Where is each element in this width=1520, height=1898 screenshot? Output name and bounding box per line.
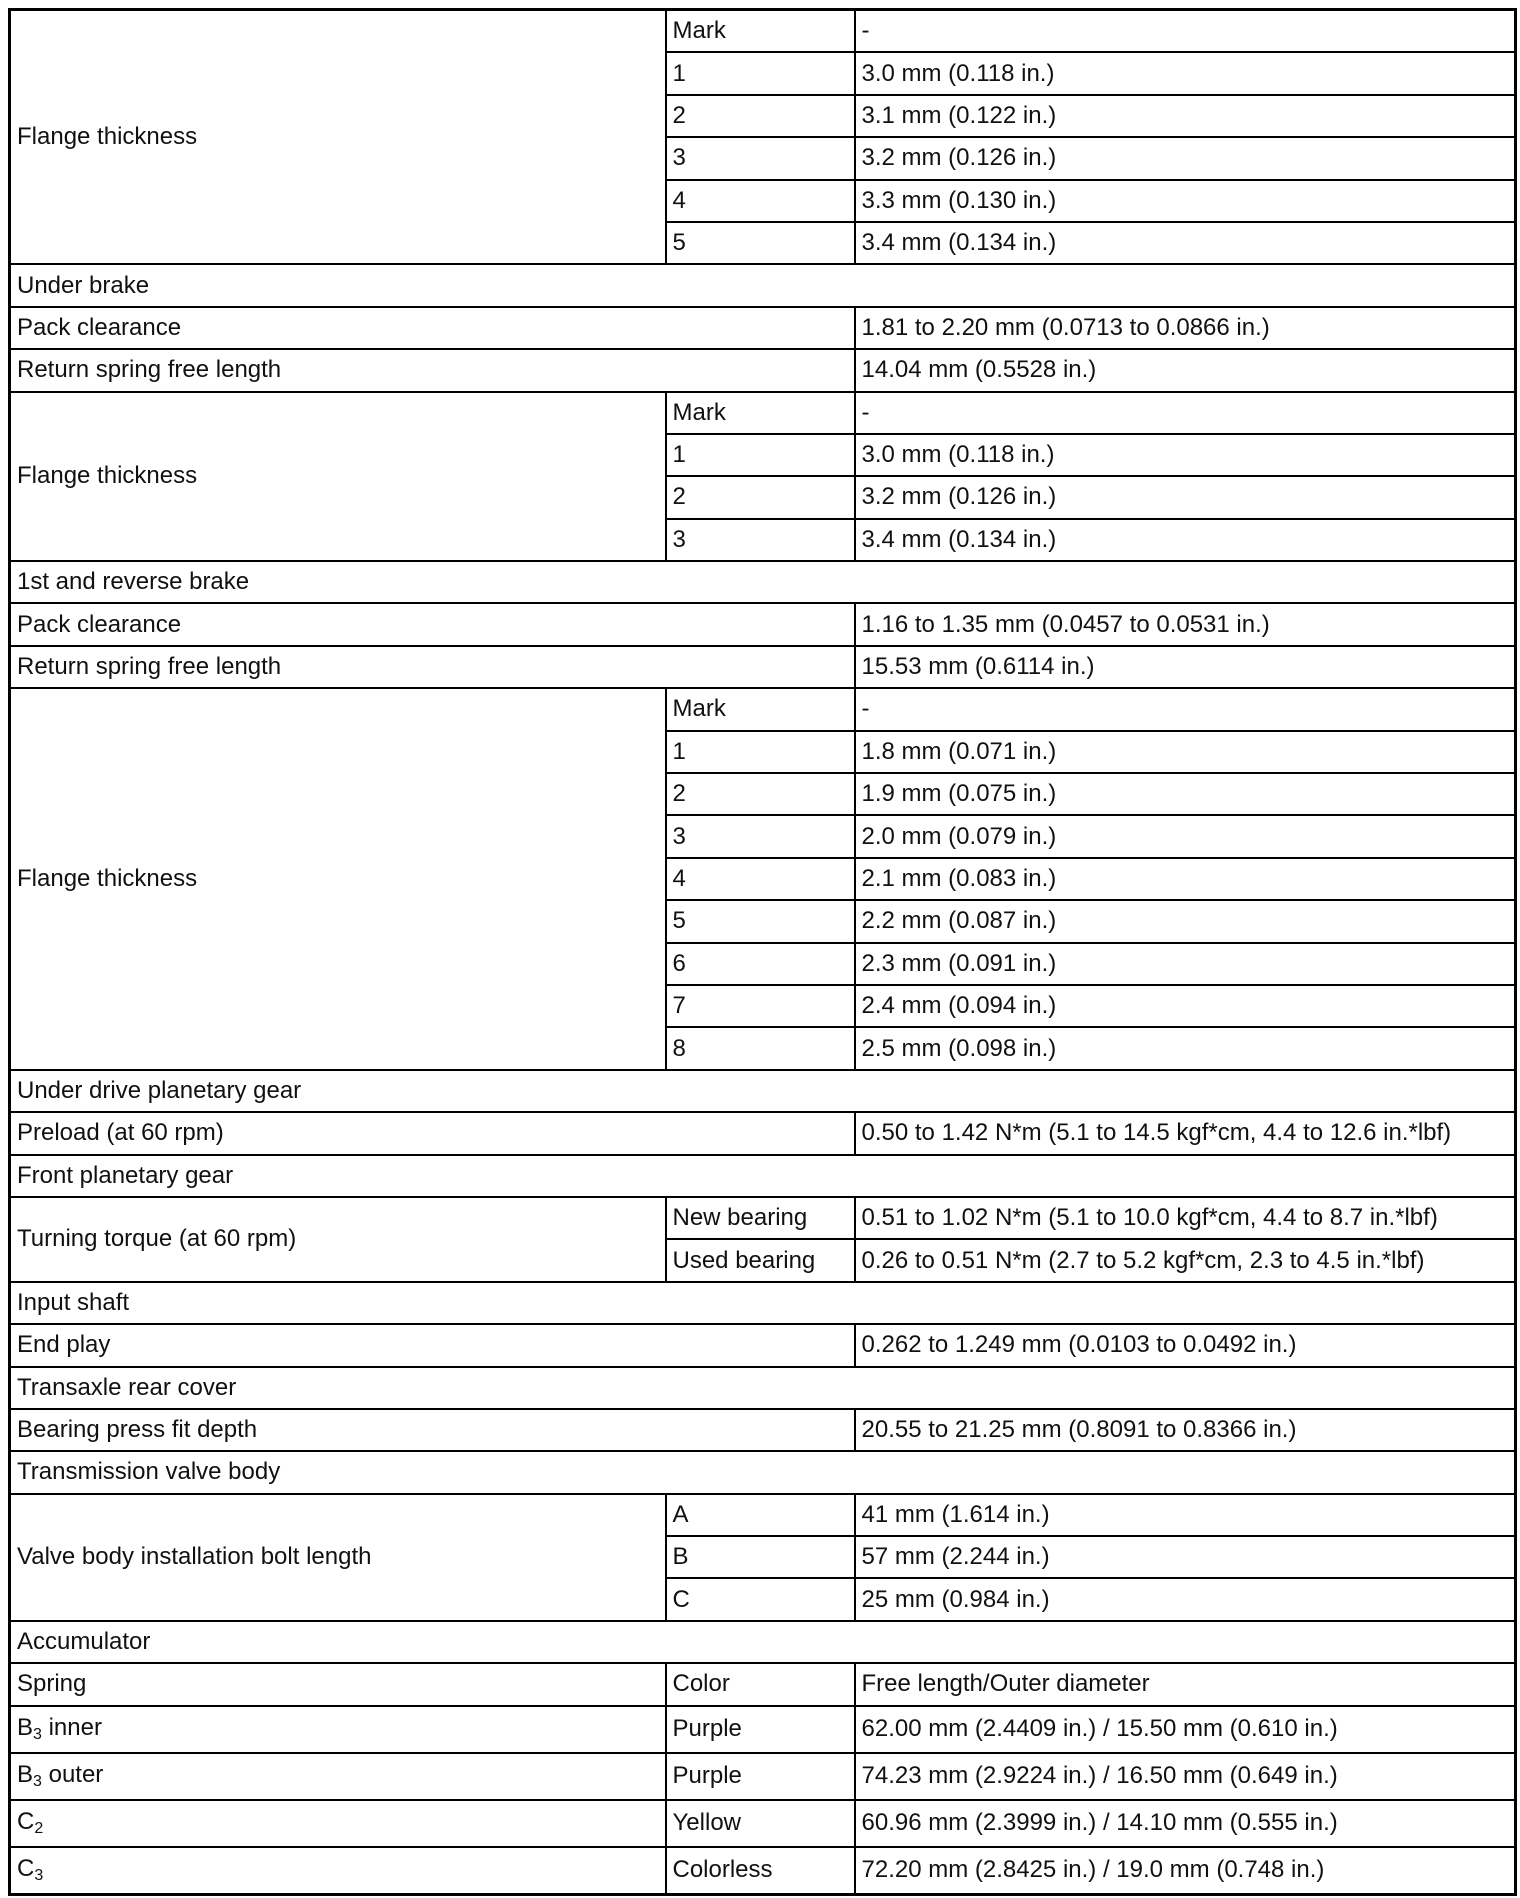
color-cell: Colorless [666, 1847, 855, 1895]
table-row [10, 10, 1516, 53]
value-cell: 3.0 mm (0.118 in.) [855, 52, 1516, 94]
value-cell: 3.3 mm (0.130 in.) [855, 180, 1516, 222]
flange-thickness-label: Flange thickness [10, 688, 666, 1070]
value-cell: 60.96 mm (2.3999 in.) / 14.10 mm (0.555 in.) [855, 1800, 1516, 1847]
spring-name-cell [10, 1753, 666, 1800]
section-header-row [10, 1621, 1516, 1663]
value-cell: - [855, 688, 1516, 730]
used-bearing-value: 0.26 to 0.51 N*m (2.7 to 5.2 kgf*cm, 2.3 to 4.5 in.*lbf) [855, 1239, 1516, 1281]
end-play-label: End play [10, 1324, 855, 1366]
value-cell: 2.3 mm (0.091 in.) [855, 943, 1516, 985]
specification-table [8, 8, 1517, 1896]
mark-cell: 1 [666, 731, 855, 773]
new-bearing-value: 0.51 to 1.02 N*m (5.1 to 10.0 kgf*cm, 4.4 to 8.7 in.*lbf) [855, 1197, 1516, 1239]
return-spring-label: Return spring free length [10, 646, 855, 688]
value-cell: 25 mm (0.984 in.) [855, 1578, 1516, 1620]
section-header-row [10, 561, 1516, 603]
value-cell: 1.8 mm (0.071 in.) [855, 731, 1516, 773]
section-header-row [10, 1367, 1516, 1409]
mark-cell: 2 [666, 773, 855, 815]
color-cell: Purple [666, 1706, 855, 1753]
flange-thickness-label: Flange thickness [10, 10, 666, 265]
color-cell: Purple [666, 1753, 855, 1800]
mark-cell: 4 [666, 858, 855, 900]
bolt-length-label: Valve body installation bolt length [10, 1494, 666, 1621]
table-row [10, 1197, 1516, 1239]
spring-subscript: 2 [34, 1820, 44, 1838]
return-spring-value: 14.04 mm (0.5528 in.) [855, 349, 1516, 391]
spring-name: B [17, 1761, 34, 1789]
preload-label: Preload (at 60 rpm) [10, 1112, 855, 1154]
mark-cell: 2 [666, 95, 855, 137]
free-length-header: Free length/Outer diameter [855, 1663, 1516, 1705]
table-row [10, 1324, 1516, 1366]
table-row [10, 1847, 1516, 1895]
value-cell: 62.00 mm (2.4409 in.) / 15.50 mm (0.610 in.) [855, 1706, 1516, 1753]
value-cell: 72.20 mm (2.8425 in.) / 19.0 mm (0.748 in.) [855, 1847, 1516, 1895]
spring-name: C [17, 1855, 35, 1883]
section-header-row [10, 1451, 1516, 1493]
value-cell: 57 mm (2.244 in.) [855, 1536, 1516, 1578]
pack-clearance-value: 1.81 to 2.20 mm (0.0713 to 0.0866 in.) [855, 307, 1516, 349]
table-header-row [10, 1663, 1516, 1705]
section-title-input-shaft: Input shaft [10, 1282, 1516, 1324]
mark-cell: 4 [666, 180, 855, 222]
table-row [10, 392, 1516, 434]
mark-cell: 3 [666, 519, 855, 561]
table-row [10, 1753, 1516, 1800]
spring-suffix: inner [41, 1714, 102, 1742]
value-cell: 3.4 mm (0.134 in.) [855, 519, 1516, 561]
pack-clearance-label: Pack clearance [10, 603, 855, 645]
used-bearing-label: Used bearing [666, 1239, 855, 1281]
section-header-row [10, 264, 1516, 306]
bearing-press-value: 20.55 to 21.25 mm (0.8091 to 0.8366 in.) [855, 1409, 1516, 1451]
new-bearing-label: New bearing [666, 1197, 855, 1239]
mark-cell: 5 [666, 222, 855, 264]
mark-cell: 8 [666, 1027, 855, 1069]
spring-subscript: 3 [34, 1867, 44, 1885]
value-cell: 2.1 mm (0.083 in.) [855, 858, 1516, 900]
mark-cell: C [666, 1578, 855, 1620]
table-row [10, 349, 1516, 391]
mark-cell: 2 [666, 476, 855, 518]
mark-cell: 3 [666, 137, 855, 179]
spring-subscript: 3 [33, 1726, 42, 1744]
spring-header: Spring [10, 1663, 666, 1705]
section-title-rear-cover: Transaxle rear cover [10, 1367, 1516, 1409]
value-cell: 3.1 mm (0.122 in.) [855, 95, 1516, 137]
spring-name: C [17, 1808, 35, 1836]
spring-suffix: outer [41, 1761, 104, 1789]
flange-thickness-label: Flange thickness [10, 392, 666, 562]
end-play-value: 0.262 to 1.249 mm (0.0103 to 0.0492 in.) [855, 1324, 1516, 1366]
return-spring-value: 15.53 mm (0.6114 in.) [855, 646, 1516, 688]
table-row [10, 1494, 1516, 1536]
section-header-row [10, 1070, 1516, 1112]
mark-cell: A [666, 1494, 855, 1536]
turning-torque-label: Turning torque (at 60 rpm) [10, 1197, 666, 1282]
spring-name-cell [10, 1706, 666, 1753]
preload-value: 0.50 to 1.42 N*m (5.1 to 14.5 kgf*cm, 4.4 to 12.6 in.*lbf) [855, 1112, 1516, 1154]
value-cell: 2.4 mm (0.094 in.) [855, 985, 1516, 1027]
value-cell: 2.5 mm (0.098 in.) [855, 1027, 1516, 1069]
color-header: Color [666, 1663, 855, 1705]
section-header-row [10, 1155, 1516, 1197]
table-row [10, 1706, 1516, 1753]
section-title-valve-body: Transmission valve body [10, 1451, 1516, 1493]
section-title-accumulator: Accumulator [10, 1621, 1516, 1663]
mark-cell: 6 [666, 943, 855, 985]
mark-cell: 1 [666, 434, 855, 476]
spring-name: B [17, 1714, 34, 1742]
section-title-under-drive: Under drive planetary gear [10, 1070, 1516, 1112]
pack-clearance-value: 1.16 to 1.35 mm (0.0457 to 0.0531 in.) [855, 603, 1516, 645]
table-row [10, 688, 1516, 730]
mark-cell: 5 [666, 900, 855, 942]
value-cell: 41 mm (1.614 in.) [855, 1494, 1516, 1536]
table-row [10, 603, 1516, 645]
section-title-under-brake: Under brake [10, 264, 1516, 306]
table-row [10, 646, 1516, 688]
value-cell: 2.2 mm (0.087 in.) [855, 900, 1516, 942]
color-cell: Yellow [666, 1800, 855, 1847]
mark-cell: Mark [666, 10, 855, 53]
section-title-first-reverse-brake: 1st and reverse brake [10, 561, 1516, 603]
table-row [10, 1409, 1516, 1451]
mark-cell: B [666, 1536, 855, 1578]
value-cell: 3.2 mm (0.126 in.) [855, 137, 1516, 179]
spring-subscript: 3 [33, 1773, 42, 1791]
section-title-front-planetary: Front planetary gear [10, 1155, 1516, 1197]
section-header-row [10, 1282, 1516, 1324]
value-cell: 3.2 mm (0.126 in.) [855, 476, 1516, 518]
spring-name-cell [10, 1847, 666, 1895]
value-cell: - [855, 10, 1516, 53]
mark-cell: Mark [666, 688, 855, 730]
value-cell: 2.0 mm (0.079 in.) [855, 815, 1516, 857]
value-cell: 3.4 mm (0.134 in.) [855, 222, 1516, 264]
value-cell: 74.23 mm (2.9224 in.) / 16.50 mm (0.649 in.) [855, 1753, 1516, 1800]
table-row [10, 307, 1516, 349]
bearing-press-label: Bearing press fit depth [10, 1409, 855, 1451]
mark-cell: Mark [666, 392, 855, 434]
pack-clearance-label: Pack clearance [10, 307, 855, 349]
table-row [10, 1112, 1516, 1154]
value-cell: - [855, 392, 1516, 434]
mark-cell: 7 [666, 985, 855, 1027]
return-spring-label: Return spring free length [10, 349, 855, 391]
value-cell: 3.0 mm (0.118 in.) [855, 434, 1516, 476]
mark-cell: 3 [666, 815, 855, 857]
value-cell: 1.9 mm (0.075 in.) [855, 773, 1516, 815]
spring-name-cell [10, 1800, 666, 1847]
table-row [10, 1800, 1516, 1847]
mark-cell: 1 [666, 52, 855, 94]
